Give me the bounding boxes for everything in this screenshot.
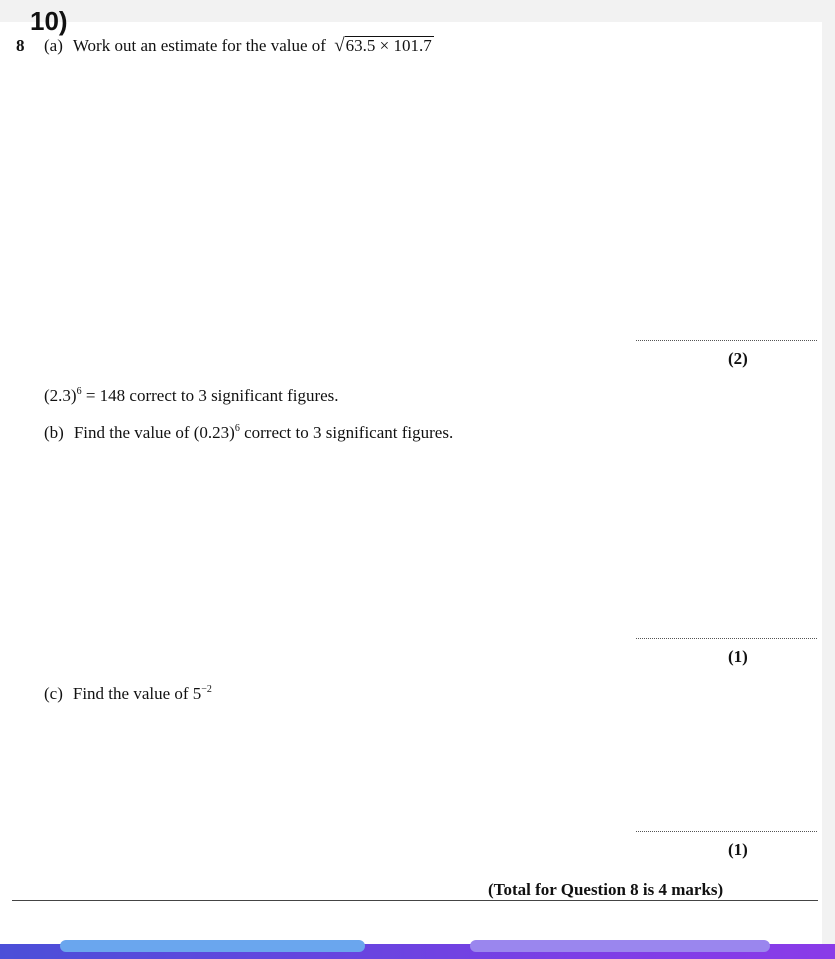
previous-page-number: 10)	[30, 6, 68, 36]
square-root-expression	[334, 36, 434, 56]
part-b-label: (b)	[44, 423, 64, 442]
part-a-label: (a)	[44, 36, 63, 55]
given-text: = 148 correct to 3 significant figures.	[81, 386, 339, 405]
total-marks: (Total for Question 8 is 4 marks)	[488, 880, 724, 899]
given-statement	[44, 386, 339, 406]
part-c-question	[44, 684, 212, 704]
part-a-text: Work out an estimate for the value of	[72, 36, 326, 55]
question-number: 8	[16, 36, 25, 55]
part-b-question	[44, 423, 453, 443]
toolbar-pill-left[interactable]	[60, 940, 365, 952]
part-c-text: Find the value of	[72, 684, 189, 703]
square-root-radicand: 63.5 × 101.7	[345, 36, 432, 55]
part-c-exponent: −2	[201, 684, 212, 695]
part-a-question	[44, 36, 434, 56]
given-base: (2.3)	[44, 386, 77, 405]
toolbar-pill-right[interactable]	[470, 940, 770, 952]
answer-line-c[interactable]	[636, 831, 817, 832]
part-b-base: (0.23)	[193, 423, 235, 442]
divider-rule	[12, 900, 818, 901]
background-strip	[822, 0, 835, 959]
marks-part-a: (2)	[728, 349, 748, 368]
exam-page	[0, 6, 822, 944]
square-root-icon: √	[334, 35, 345, 56]
part-c-base: 5	[192, 684, 202, 703]
answer-line-a[interactable]	[636, 340, 817, 341]
part-b-exponent: 6	[234, 423, 240, 434]
part-b-text: Find the value of	[73, 423, 190, 442]
marks-part-b: (1)	[728, 647, 748, 666]
given-exponent: 6	[76, 386, 82, 397]
marks-part-c: (1)	[728, 840, 748, 859]
part-b-text-after: correct to 3 significant figures.	[239, 423, 454, 442]
answer-line-b[interactable]	[636, 638, 817, 639]
part-c-label: (c)	[44, 684, 63, 703]
